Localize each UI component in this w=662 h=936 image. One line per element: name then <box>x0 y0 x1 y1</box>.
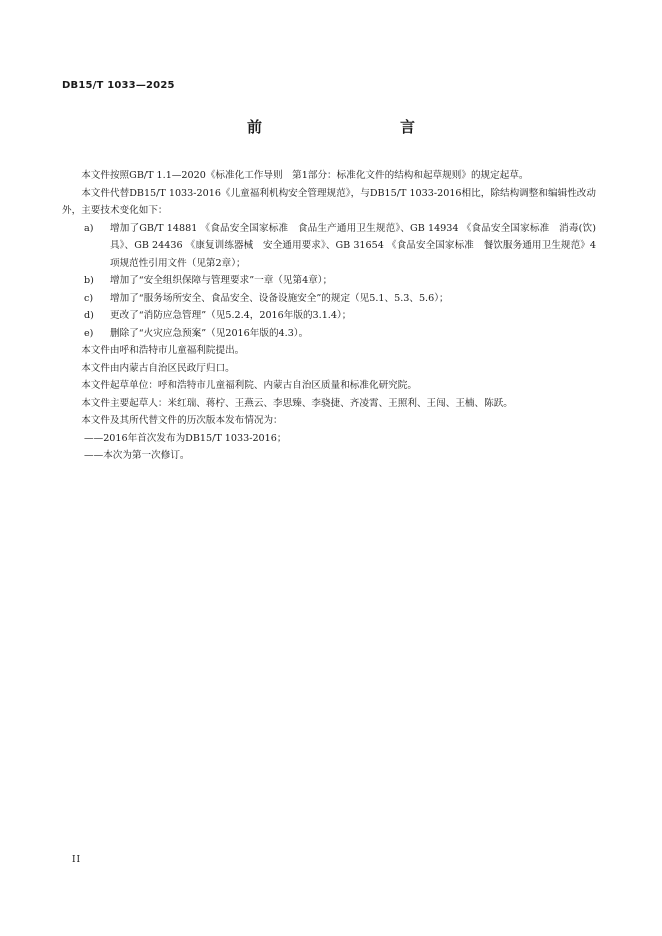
list-item <box>62 220 596 273</box>
list-item-text: 增加了“安全组织保障与管理要求”一章（见第4章）； <box>110 275 333 286</box>
document-code: DB15/T 1033—2025 <box>62 80 175 91</box>
list-marker: a) <box>84 222 94 234</box>
list-item-text: 更改了“消防应急管理”（见5.2.4，2016年版的3.1.4）； <box>110 310 352 321</box>
list-item <box>62 325 596 343</box>
paragraph-drafting-units: 本文件起草单位：呼和浩特市儿童福利院、内蒙古自治区质量和标准化研究院。 <box>81 380 417 391</box>
history-item: ——本次为第一次修订。 <box>84 450 190 461</box>
paragraph-manager: 本文件由内蒙古自治区民政厅归口。 <box>81 362 235 374</box>
paragraph-drafting-basis: 本文件按照GB/T 1.1—2020《标准化工作导则 第1部分：标准化文件的结构和起草规则》的规定起草。 <box>81 170 529 181</box>
paragraph-drafters: 本文件主要起草人：米红瑞、蒋柠、王燕云、李思臻、李骁捷、齐凌霄、王照利、王闯、王楠、陈跃。 <box>81 397 513 409</box>
list-marker: e) <box>84 327 94 339</box>
list-marker: b) <box>84 275 94 286</box>
list-item <box>62 272 596 290</box>
history-item: ——2016年首次发布为DB15/T 1033-2016； <box>84 432 287 444</box>
list-marker: d) <box>84 310 94 321</box>
list-marker: c) <box>84 292 94 304</box>
changes-list <box>62 220 596 343</box>
page-title: 前 言 <box>246 118 451 136</box>
history-list <box>62 430 596 465</box>
paragraph-proposer: 本文件由呼和浩特市儿童福利院提出。 <box>81 345 245 356</box>
list-item <box>62 290 596 308</box>
list-item <box>62 307 596 325</box>
list-item-text: 增加了“服务场所安全、食品安全、设备设施安全”的规定（见5.1、5.3、5.6）； <box>110 292 449 304</box>
foreword-body <box>62 167 596 465</box>
list-item-text: 删除了“火灾应急预案”（见2016年版的4.3）。 <box>110 327 309 339</box>
page-number: II <box>72 855 82 865</box>
paragraph-replacement: 本文件代替DB15/T 1033-2016《儿童福利机构安全管理规范》，与DB15/T 1033-2016相比，除结构调整和编辑性改动外，主要技术变化如下： <box>62 187 596 216</box>
list-item-text: 增加了GB/T 14881 《食品安全国家标准 食品生产通用卫生规范》、GB 14934 《食品安全国家标准 消毒(饮)具》、GB 24436 《康复训练器械 安全通用要求》、GB 31654 《食品安全国家标准 餐饮服务通用卫生规范》4项规范性引用文件（见第2章）； <box>110 222 596 269</box>
paragraph-history-intro: 本文件及其所代替文件的历次版本发布情况为： <box>81 415 283 426</box>
